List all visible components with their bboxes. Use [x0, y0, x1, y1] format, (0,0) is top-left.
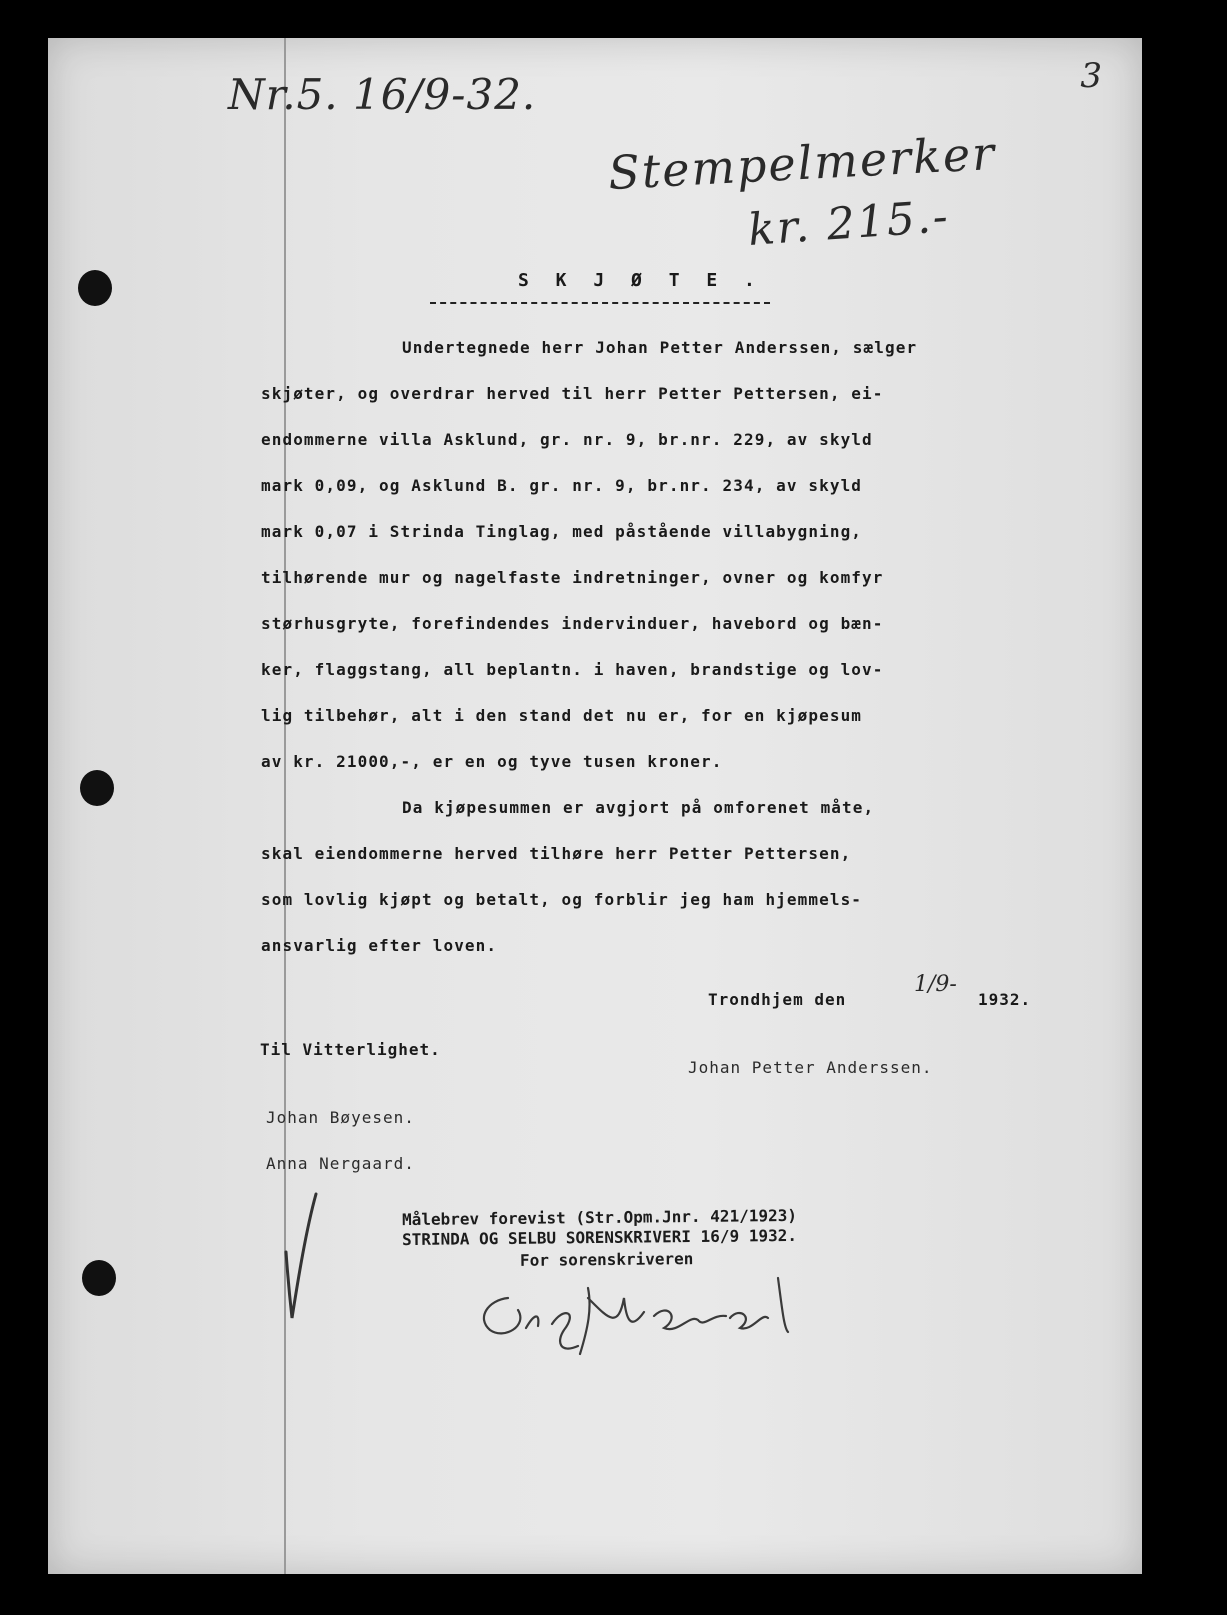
body-line: Da kjøpesummen er avgjort på omforenet måte, [402, 798, 875, 817]
page-number: 3 [1080, 56, 1102, 96]
seller-name: Johan Petter Anderssen. [688, 1058, 933, 1077]
witness-heading: Til Vitterlighet. [260, 1040, 441, 1059]
document-title: S K J Ø T E . [518, 270, 763, 291]
body-line: mark 0,07 i Strinda Tinglag, med påstående villabygning, [261, 522, 863, 541]
body-line: lig tilbehør, alt i den stand det nu er, for en kjøpesum [261, 706, 863, 725]
place-date: Trondhjem den [708, 990, 847, 1009]
margin-line [284, 38, 286, 1574]
body-line: som lovlig kjøpt og betalt, og forblir jeg ham hjemmels- [261, 890, 863, 909]
stamp-duty-amount: kr. 215.- [746, 191, 952, 256]
punch-hole [82, 1260, 116, 1296]
title-underline [430, 302, 770, 304]
body-line: skal eiendommerne herved tilhøre herr Petter Pettersen, [261, 844, 852, 863]
witness-name: Anna Nergaard. [266, 1154, 415, 1173]
body-line: størhusgryte, forefindendes indervinduer, havebord og bæn- [261, 614, 884, 633]
body-line: ansvarlig efter loven. [261, 936, 498, 955]
year: 1932. [978, 990, 1032, 1009]
body-line: Undertegnede herr Johan Petter Anderssen, sælger [402, 338, 918, 357]
body-line: skjøter, og overdrar herved til herr Petter Pettersen, ei- [261, 384, 884, 403]
body-line: mark 0,09, og Asklund B. gr. nr. 9, br.nr. 234, av skyld [261, 476, 863, 495]
body-line: av kr. 21000,-, er en og tyve tusen kroner. [261, 752, 723, 771]
handwritten-reference: Nr.5. 16/9-32. [228, 70, 537, 119]
punch-hole [80, 770, 114, 806]
registration-stamp-line: For sorenskriveren [519, 1249, 694, 1270]
body-line: tilhørende mur og nagelfaste indretninger, ovner og komfyr [261, 568, 884, 587]
check-mark [272, 1190, 332, 1320]
stamp-duty-note: Stempelmerker [606, 125, 998, 201]
punch-hole [78, 270, 112, 306]
signature [468, 1258, 828, 1368]
handwritten-date: 1/9- [914, 972, 957, 997]
witness-name: Johan Bøyesen. [266, 1108, 415, 1127]
registration-stamp-line: Målebrev forevist (Str.Opm.Jnr. 421/1923) [401, 1205, 798, 1230]
registration-stamp-line: STRINDA OG SELBU SORENSKRIVERI 16/9 1932. [401, 1225, 798, 1250]
body-line: endommerne villa Asklund, gr. nr. 9, br.nr. 229, av skyld [261, 430, 873, 449]
body-line: ker, flaggstang, all beplantn. i haven, brandstige og lov- [261, 660, 884, 679]
document-page [48, 38, 1142, 1574]
